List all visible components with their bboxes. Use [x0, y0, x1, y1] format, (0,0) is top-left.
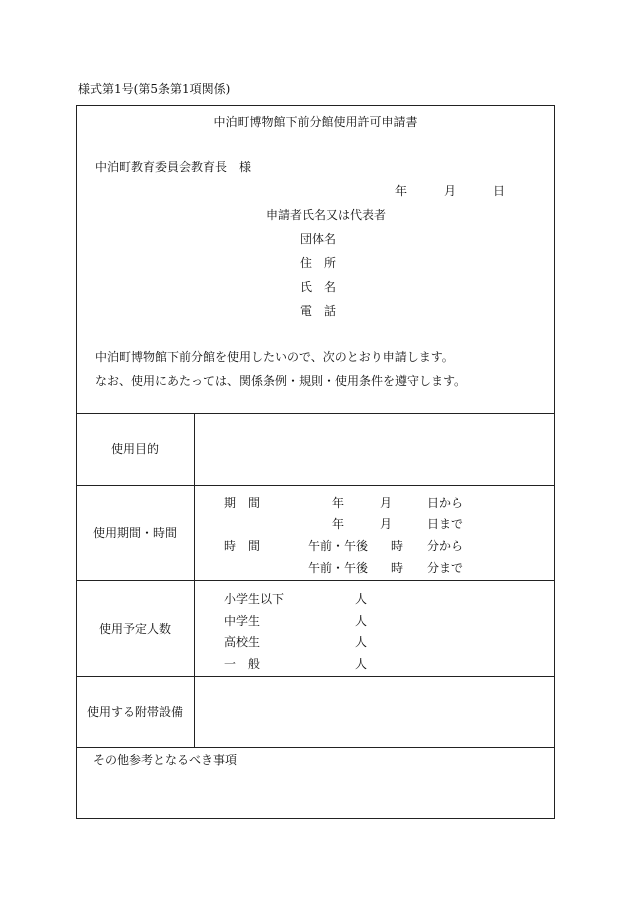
divider-period-top: [76, 485, 555, 486]
period-from-month: 月: [380, 496, 393, 510]
people-category: 小学生以下: [224, 592, 285, 606]
period-sub-label: 期 間: [224, 496, 261, 510]
time-from-ampm: 午前・午後: [308, 539, 369, 553]
people-unit: 人: [355, 614, 368, 628]
applicant-group: 団体名: [300, 232, 337, 246]
form-title: 中泊町博物館下前分館使用許可申請書: [213, 115, 418, 129]
period-from-year: 年: [332, 496, 345, 510]
column-divider: [194, 413, 195, 747]
divider-purpose-top: [76, 413, 555, 414]
divider-people-top: [76, 580, 555, 581]
statement-line-1: 中泊町博物館下前分館を使用したいので、次のとおり申請します。: [95, 350, 454, 364]
period-to-year: 年: [332, 517, 345, 531]
people-unit: 人: [355, 635, 368, 649]
people-category: 高校生: [224, 635, 261, 649]
statement-line-2: なお、使用にあたっては、関係条例・規則・使用条件を遵守します。: [95, 374, 467, 388]
time-sub-label: 時 間: [224, 539, 261, 553]
period-to-day: 日まで: [427, 517, 464, 531]
applicant-phone: 電 話: [300, 304, 337, 318]
people-category: 一 般: [224, 657, 261, 671]
period-label: 使用期間・時間: [92, 526, 177, 540]
time-to-ampm: 午前・午後: [308, 561, 369, 575]
applicant-address: 住 所: [300, 256, 337, 270]
divider-notes-top: [76, 747, 555, 748]
equipment-label: 使用する附帯設備: [86, 705, 183, 719]
applicant-heading: 申請者氏名又は代表者: [266, 208, 387, 222]
date-day: 日: [493, 184, 506, 198]
notes-label: その他参考となるべき事項: [93, 753, 238, 767]
time-to-hour: 時: [391, 561, 404, 575]
date-year: 年: [395, 184, 408, 198]
time-from-hour: 時: [391, 539, 404, 553]
period-to-month: 月: [380, 517, 393, 531]
time-to-minute: 分まで: [427, 561, 464, 575]
people-unit: 人: [355, 592, 368, 606]
people-label: 使用予定人数: [98, 622, 171, 636]
addressee: 中泊町教育委員会教育長 様: [95, 160, 252, 174]
form-number-label: 様式第1号(第5条第1項関係): [78, 82, 231, 96]
people-category: 中学生: [224, 614, 261, 628]
period-from-day: 日から: [427, 496, 464, 510]
applicant-name: 氏 名: [300, 280, 337, 294]
purpose-label: 使用目的: [110, 442, 159, 456]
divider-equipment-top: [76, 676, 555, 677]
time-from-minute: 分から: [427, 539, 464, 553]
people-unit: 人: [355, 657, 368, 671]
date-month: 月: [444, 184, 457, 198]
